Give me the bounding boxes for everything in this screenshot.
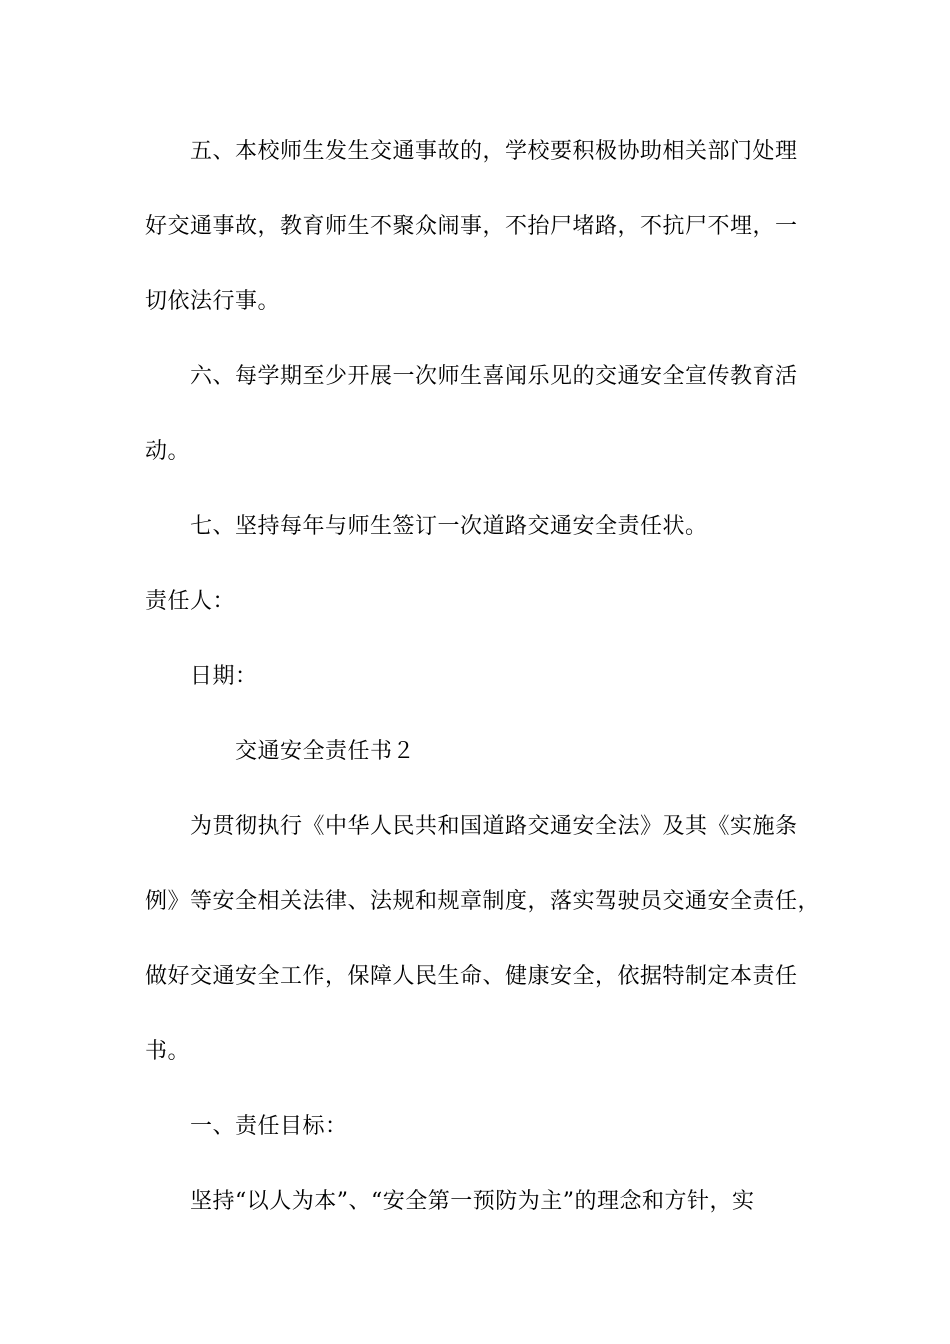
paragraph-line: 切依法行事。 [145,289,281,314]
paragraph-line: 七、坚持每年与师生签订一次道路交通安全责任状。 [190,514,708,539]
paragraph-line: 例》等安全相关法律、法规和规章制度，落实驾驶员交通安全责任， [145,889,821,914]
paragraph-line: 为贯彻执行《中华人民共和国道路交通安全法》及其《实施条 [190,814,798,839]
paragraph-line: 六、每学期至少开展一次师生喜闻乐见的交通安全宣传教育活 [190,364,798,389]
date-label: 日期： [190,664,258,689]
responsible-person-label: 责任人： [145,589,236,614]
paragraph-line: 好交通事故，教育师生不聚众闹事，不抬尸堵路，不抗尸不埋，一 [145,214,798,239]
paragraph-line: 坚持“以人为本”、“安全第一预防为主”的理念和方针，实 [190,1189,755,1214]
subsection-heading: 一、责任目标： [190,1114,348,1139]
paragraph-line: 五、本校师生发生交通事故的，学校要积极协助相关部门处理 [190,139,798,164]
paragraph-line: 做好交通安全工作，保障人民生命、健康安全，依据特制定本责任 [145,964,798,989]
paragraph-line: 动。 [145,439,191,464]
paragraph-line: 书。 [145,1039,191,1064]
section-title: 交通安全责任书２ [235,739,416,764]
